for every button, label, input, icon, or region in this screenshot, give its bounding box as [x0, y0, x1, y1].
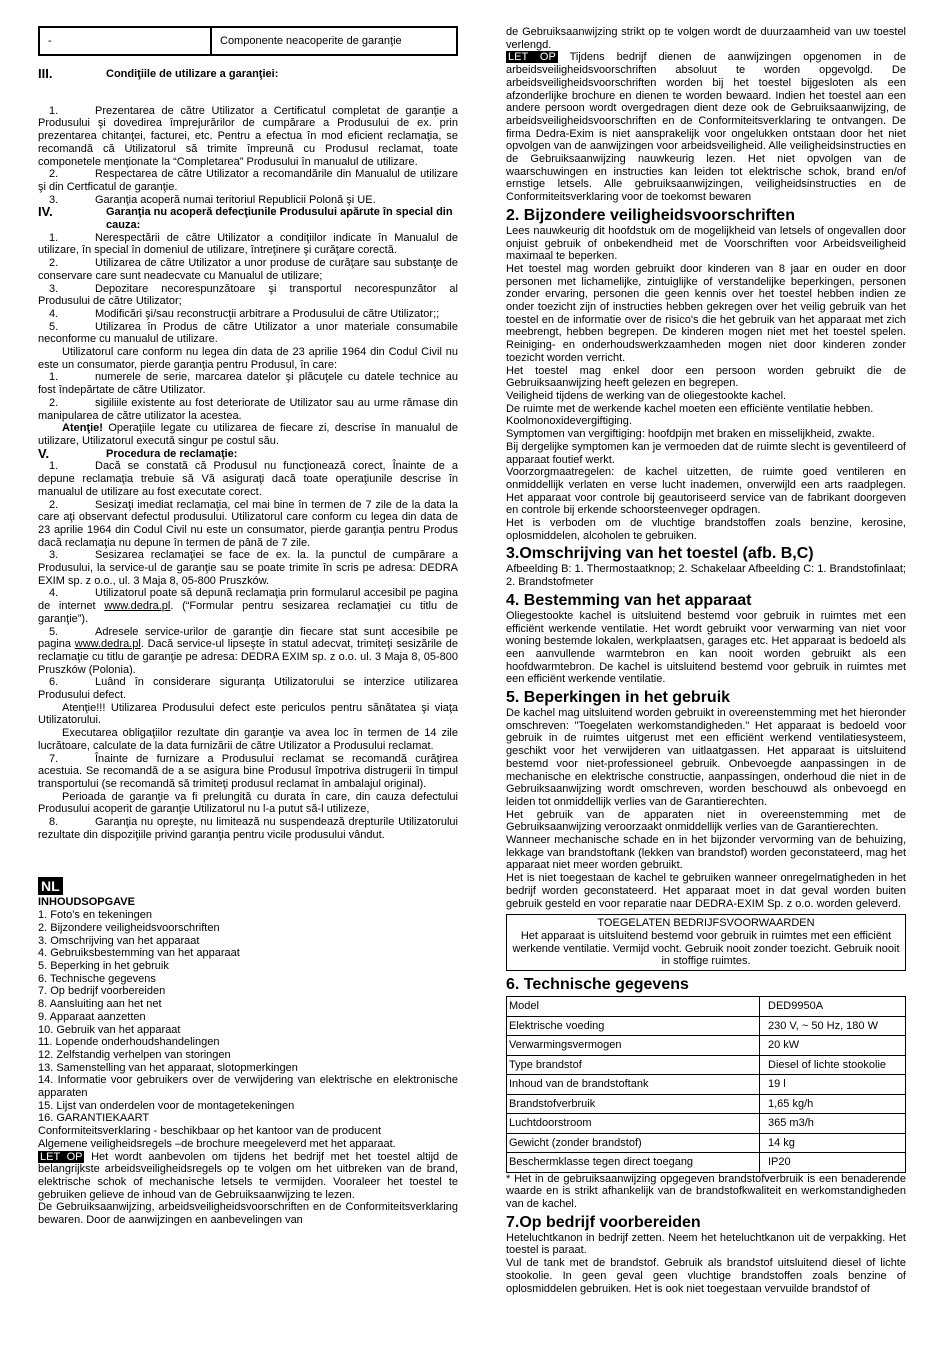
list-item — [38, 105, 458, 169]
warning-label: Atenţie! — [62, 422, 103, 435]
toc-item: 6. Technische gegevens — [38, 972, 156, 985]
item-text: Dacă se constată că Produsul nu funcţionează corect, Înainte de a depune reclamaţia trebuie să Vă asiguraţi dacă toate operaţiunile descrise în manualul de utilizare au fost executate corect. — [38, 460, 458, 498]
list-item — [38, 499, 458, 550]
table-cell: Luchtdoorstroom — [507, 1114, 760, 1134]
dedra-link[interactable]: www.dedra.pl — [104, 600, 171, 613]
list-item — [38, 168, 458, 193]
item-number: 2. — [49, 168, 59, 181]
section-heading: 4. Bestemming van het apparaat — [506, 591, 752, 609]
item-text: Respectarea de către Utilizator a recomandările din Manualul de utilizare şi din Certficatul de garanţie. — [38, 168, 458, 193]
paragraph: Het is verboden om de vluchtige brandstoffen zoals benzine, kerosine, oplosmiddelen, alcoholen te gebruiken. — [506, 517, 906, 542]
table-cell: Brandstofverbruik — [507, 1094, 760, 1114]
item-number: 5. — [49, 320, 59, 333]
paragraph: Het toestel mag enkel door een persoon worden gebruikt die de Gebruiksaanwijzing heeft gelezen en begrepen. — [506, 364, 906, 390]
item-text: Utilizarea de către Utilizator a unor produse de curăţare sau substanţe de conservare care sunt neadecvate cu Manualul de utilizare; — [38, 257, 458, 282]
paragraph: de Gebruiksaanwijzing strikt op te volgen wordt de duurzaamheid van uw toestel verlengd. — [506, 26, 906, 51]
list-item — [38, 816, 458, 841]
table-row — [507, 1153, 906, 1173]
item-text: . (“Formular pentru sesizarea reclamaţiei cu titlu de garanţie”). — [38, 600, 458, 625]
toc-item: 11. Lopende onderhoudshandelingen — [38, 1036, 220, 1049]
item-text: Utilizatorul poate să depună reclamaţia prin formularul accesibil pe pagina de internet — [38, 587, 458, 613]
paragraph — [38, 422, 458, 447]
section-number: IV. — [38, 204, 53, 220]
section-heading — [38, 445, 458, 461]
toc-item: 5. Beperking in het gebruik — [38, 960, 169, 972]
paragraph: Het toestel mag worden gebruikt door kinderen van 8 jaar en ouder en door personen met lichamelijke, zintuiglijke of verstandelijke beperkingen, personen zonder ervaring, personen die geen kennis over het toestel hebben indien ze onder toezicht zijn of instructies hebben gekregen over het veilig gebruik van het toestel en de informatie over de risico's die het gebruik van het apparaat met zich meebrengt, hebben begrepen. De kinderen mogen niet met het toestel spelen. Reiniging- en onderhoudswerkzaamheden mogen niet door kinderen zonder toezicht worden verricht. — [506, 262, 906, 364]
toc-item: 12. Zelfstandig verhelpen van storingen — [38, 1048, 231, 1061]
table-cell: Componente neacoperite de garanţie — [211, 27, 457, 55]
table-cell: 20 kW — [760, 1036, 906, 1056]
item-text: Depozitare necorespunzătoare şi transportul necorespunzător al Produsului de către Utilizator; — [38, 282, 458, 308]
section-heading: 5. Beperkingen in het gebruik — [506, 689, 731, 707]
paragraph: Executarea obligaţiilor rezultate din garanţie va avea loc în termen de 14 zile lucrătoare, calculate de la data furnizării de către Utilizator a Produsului reclamat. — [38, 727, 458, 752]
section-title: Procedura de reclamaţie: — [106, 447, 238, 460]
section-heading: 2. Bijzondere veiligheidsvoorschriften — [506, 206, 795, 224]
item-text: Sesizarea reclamaţiei se face de ex. la. la punctul de cumpărare a Produsului, la service-ul de garanţie sau se poate trimite în scris pe adresa: DEDRA EXIM sp. z o.o., ul. 3 Maja 8, 05-800 Pruszków. — [38, 549, 458, 587]
table-cell: Model — [507, 997, 760, 1017]
section-title: Garanţia nu acoperă defecţiunile Produsului apărute în special din cauza: — [106, 206, 453, 232]
dedra-link[interactable]: www.dedra.pl — [74, 638, 141, 651]
table-row — [507, 997, 906, 1017]
table-cell: 14 kg — [760, 1133, 906, 1153]
paragraph: Vul de tank met de brandstof. Gebruik als brandstof uitsluitend diesel of lichte stookolie. In geen geval geen vluchtige brandstoffen zoals benzine of oplosmiddelen gebruiken. Het is ook niet toegestaan vervuilde brandstof of — [506, 1257, 906, 1295]
item-text: Adresele service-urilor de garanţie din fiecare stat sunt accesibile pe pagina — [38, 625, 458, 651]
list-item — [38, 626, 458, 677]
list-item — [38, 676, 458, 701]
table-row — [507, 1114, 906, 1134]
section-number: III. — [38, 66, 53, 81]
toc-item: 14. Informatie voor gebruikers over de verwijdering van elektrische en elektronische apparaten — [38, 1074, 458, 1100]
list-item — [38, 257, 458, 282]
paragraph: Perioada de garanţie va fi prelungită cu durata în care, din cauza defectului Produsului acoperit de garanţie Utilizatorul nu l-a putut să-l utilizeze, — [38, 790, 458, 816]
warning-text: Het wordt aanbevolen om tijdens het bedrijf met het toestel altijd de belangrijkste arbeidsveiligheidsregels op te volgen om het uitbreken van de brand, elektrische schok of mechanische letsels te vermijden. Vooraleer het toestel te gebruiken gelieve de inhoud van de Gebruiksaanwijzing te lezen. — [38, 1150, 458, 1201]
item-text: sigiliile existente au fost deteriorate de Utilizator sau au urme rămase din manipularea de către utilizator la acestea. — [38, 396, 458, 422]
item-number: 4. — [49, 307, 59, 320]
paragraph: Utilizatorul care conform nu legea din data de 23 aprilie 1964 din Codul Civil nu este un consumator, pierde garanţia pentru Produsul, în care: — [38, 346, 458, 371]
table-of-contents — [38, 896, 458, 1125]
item-number: 1. — [49, 371, 59, 384]
table-cell: 19 l — [760, 1075, 906, 1095]
paragraph: Wanneer mechanische schade en in het bijzonder vervorming van de behuizing, lekkage van brandstoftank (lekken van brandstof) worden geconstateerd, mag het apparaat niet meer worden gebruikt. — [506, 834, 906, 872]
table-row — [507, 1133, 906, 1153]
box-text: Het apparaat is uitsluitend bestemd voor gebruik in ruimtes met een efficiënt werkende ventilatie. Vermijd vocht. Gebruik nooit zonder toezicht. Gebruik nooit in stoffige ruimtes. — [512, 930, 900, 968]
table-cell: 230 V, ~ 50 Hz, 180 W — [760, 1016, 906, 1036]
toc-item: 13. Samenstelling van het apparaat, slotopmerkingen — [38, 1061, 298, 1074]
paragraph: De kachel mag uitsluitend worden gebruikt in overeenstemming met het hieronder omschreven: "Toegelaten werkomstandigheden." Het apparaat is bedoeld voor gebruik in de ruimtes uitgerust met een efficiënt werkend ventilatiesysteem, geschikt voor het verwijderen van uitlaatgassen. Het apparaat is uitsluitend bestemd voor niet-professioneel gebruik. Onbevoegde aanpassingen in de mechanische en elektrische constructie, aanpassingen, onderhoud die niet in de Gebruiksaanwijzing wordt omschreven, worden beschouwd als onbevoegd en leiden tot onmiddellijk verlies van de Garantierechten. — [506, 707, 906, 808]
paragraph: Bij dergelijke symptomen kan je vermoeden dat de ruimte slecht is geventileerd of apparaat foutief werkt. — [506, 440, 906, 466]
table-row — [507, 1055, 906, 1075]
toc-item: 7. Op bedrijf voorbereiden — [38, 985, 166, 998]
toc-item: 15. Lijst van onderdelen voor de montagetekeningen — [38, 1099, 295, 1112]
paragraph: De ruimte met de werkende kachel moeten een efficiënte ventilatie hebben. — [506, 402, 874, 415]
toc-item: 4. Gebruiksbestemming van het apparaat — [38, 947, 240, 960]
section-heading: 6. Technische gegevens — [506, 976, 689, 994]
table-row — [507, 1036, 906, 1056]
table-cell: - — [39, 27, 211, 55]
paragraph — [506, 51, 906, 203]
item-number: 8. — [49, 816, 59, 829]
toc-item: 8. Aansluiting aan het net — [38, 998, 162, 1011]
left-column — [38, 0, 458, 1227]
toc-title: INHOUDSOPGAVE — [38, 896, 135, 909]
paragraph: Veiligheid tijdens de werking van de oliegestookte kachel. — [506, 389, 787, 402]
list-item — [38, 397, 458, 422]
section-heading — [38, 68, 458, 81]
technical-data-table — [506, 996, 906, 1173]
item-text: Modificări şi/sau reconstrucţii arbitrare a Produsului de către Utilizator;; — [95, 307, 440, 320]
paragraph: Heteluchtkanon in bedrijf zetten. Neem het heteluchtkanon uit de verpakking. Het toestel is paraat. — [506, 1231, 906, 1257]
toc-item: 10. Gebruik van het apparaat — [38, 1023, 181, 1036]
section-heading: 3.Omschrijving van het toestel (afb. B,C) — [506, 545, 814, 563]
item-number: 1. — [49, 231, 59, 244]
table-cell: 365 m3/h — [760, 1114, 906, 1134]
item-number: 2. — [49, 396, 59, 409]
paragraph: Koolmonoxidevergiftiging. — [506, 415, 632, 428]
section-number: V. — [38, 445, 50, 461]
item-text: Utilizarea în Produs de către Utilizator a unor materiale consumabile neconforme cu manualul de utilizare. — [38, 320, 458, 346]
item-number: 2. — [49, 257, 59, 270]
table-cell: Beschermklasse tegen direct toegang — [507, 1153, 760, 1173]
paragraph: Het gebruik van de apparaten niet in overeenstemming met de Gebruiksaanwijzing veroorzaakt onmiddellijk verlies van de Garantierechten. — [506, 808, 906, 834]
language-badge: NL — [38, 877, 63, 895]
item-number: 4. — [49, 587, 59, 600]
toc-item: 16. GARANTIEKAART — [38, 1112, 150, 1125]
warning-label: LET OP — [40, 1150, 83, 1163]
list-item — [38, 587, 458, 625]
item-number: 5. — [49, 625, 59, 638]
paragraph: Conformiteitsverklaring - beschikbaar op het kantoor van de producent — [38, 1125, 382, 1138]
paragraph: Algemene veiligheidsregels –de brochure meegeleverd met het apparaat. — [38, 1137, 396, 1150]
warning-text: Operaţiile legate cu utilizarea de fiecare zi, descrise în manualul de utilizare, Utilizatorul execută singur pe costul său. — [38, 422, 458, 447]
paragraph: Voorzorgmaatregelen: de kachel uitzetten, de ruimte goed ventileren en onmiddellijk verlaten en verse lucht inademen, onverwijld een arts raadplegen. Het apparaat voor controle bij geautoriseerd service van de fabrikant doorgeven en controle bij erkende schoorsteenveger opdragen. — [506, 466, 906, 517]
toc-item: 9. Apparaat aanzetten — [38, 1010, 146, 1023]
list-item — [38, 753, 458, 791]
table-cell: Diesel of lichte stookolie — [760, 1055, 906, 1075]
item-number: 2. — [49, 498, 59, 511]
section-heading: 7.Op bedrijf voorbereiden — [506, 1213, 701, 1231]
list-item — [38, 460, 458, 498]
list-item — [38, 371, 458, 396]
item-number: 1. — [49, 104, 59, 117]
list-item — [38, 194, 458, 207]
toc-item: 1. Foto's en tekeningen — [38, 909, 153, 922]
toc-item: 2. Bijzondere veiligheidsvoorschriften — [38, 921, 220, 934]
table-row — [507, 1016, 906, 1036]
item-number: 1. — [49, 460, 59, 473]
warranty-exclusions-table — [38, 26, 458, 56]
paragraph — [38, 1151, 458, 1202]
operating-conditions-box — [506, 914, 906, 971]
table-cell: 1,65 kg/h — [760, 1094, 906, 1114]
paragraph: De Gebruiksaanwijzing, arbeidsveiligheidsvoorschriften en de Conformiteitsverklaring bewaren. Door de aanwijzingen en aanbevelingen van — [38, 1201, 458, 1227]
paragraph: Symptomen van vergiftiging: hoofdpijn met braken en misselijkheid, zwakte. — [506, 428, 875, 441]
item-text: Sesizaţi imediat reclamaţia, cel mai bine în termen de 7 zile de la data la care aţi observant defectul produsului. Utilizatorul care conform cu legea din data de 23 aprilie 1964 din Codul Civil nu este un consumator, pierde garanţia pentru Produs dacă reclamaţia nu depune în termen de până de 7 zile. — [38, 498, 458, 549]
table-cell: Gewicht (zonder brandstof) — [507, 1133, 760, 1153]
item-text: Garanţia acoperă numai teritoriul Republicii Polonă şi UE. — [95, 193, 376, 206]
item-text: Înainte de furnizare a Produsului reclamat se recomandă curăţirea acestuia. Se recomandă de a se asigura bine Produsul împotriva distrugerii în timpul transportului (se recomandă să trimiteţi produsul reclamat în ambalajul original). — [38, 752, 458, 790]
table-row — [507, 1094, 906, 1114]
paragraph: Afbeelding B: 1. Thermostaatknop; 2. Schakelaar Afbeelding C: 1. Brandstofinlaat; 2. Brandstofmeter — [506, 563, 906, 589]
list-item — [38, 232, 458, 257]
table-cell: Verwarmingsvermogen — [507, 1036, 760, 1056]
item-number: 7. — [49, 752, 59, 765]
list-item — [38, 549, 458, 587]
table-cell: Inhoud van de brandstoftank — [507, 1075, 760, 1095]
warning-text: Tijdens bedrijf dienen de aanwijzingen opgenomen in de arbeidsveiligheidsvoorschriften absoluut te worden opgevolgd. De arbeidsveiligheidsvoorschriften worden bij het toestel bijgesloten als een afzonderlijke brochure en dienen te worden bewaard. Indien het toestel aan een andere persoon wordt overgedragen dient deze ook de Gebruiksaanwijzing, de arbeidsveiligheidsvoorschriften en de Conformiteitsverklaring te ontvangen. De firma Dedra-Exim is niet aansprakelijk voor ongelukken ontstaan door het niet opvolgen van de aanwijzingen voor arbeidsveiligheid. Alle veiligheidsinstructies en de Gebruiksaanwijzing nauwkeurig lezen. Het niet opvolgen van de waarschuwingen en instructies kan leiden tot elektrische schok, brand en/of ernstige letsels. Alle gebruiksaanwijzingen, veiligheidsinstructies en de Conformiteitsverklaring voor de toekomst bewaren — [506, 51, 906, 204]
item-number: 3. — [49, 193, 59, 206]
list-item — [38, 308, 458, 321]
right-column — [506, 0, 906, 1295]
box-title: TOEGELATEN BEDRIJFSVOORWAARDEN — [597, 917, 815, 930]
warning-label: LET OP — [508, 51, 556, 64]
item-text: Garanţia nu opreşte, nu limitează nu suspendează drepturile Utilizatorului rezultate din dispoziţiile privind garanţia pentru vicile produsului vândut. — [38, 816, 458, 841]
item-number: 3. — [49, 549, 59, 562]
paragraph: Atenţie!!! Utilizarea Produsului defect este periculos pentru sănătatea şi viaţa Utilizatorului. — [38, 701, 458, 727]
list-item — [38, 283, 458, 308]
paragraph: Lees nauwkeurig dit hoofdstuk om de mogelijkheid van letsels of ongevallen door onjuist gebruik of onbekendheid met de Voorschriften voor Arbeidsveiligheid maximaal te beperken. — [506, 224, 906, 263]
footnote: * Het in de gebruiksaanwijzing opgegeven brandstofverbruik is een benaderende waarde en is strikt afhankelijk van de brandstofkwaliteit en werkomstandigheden van de kachel. — [506, 1172, 906, 1211]
item-text: Prezentarea de către Utilizator a Certificatul completat de garanţie a Produsului şi dovedirea împrejurărilor de cumpărare a Produsului de ex. prin prezentarea chitanţei, facturei, etc. Pentru a efectua în mod eficient reclamaţia, se recomandă că Utilizatorul să trimite împreună cu Produsul reclamat, toate componetele menţionate la “Completarea” Produsului în manualul de utilizare. — [38, 104, 458, 168]
item-number: 6. — [49, 676, 59, 689]
table-cell: Elektrische voeding — [507, 1016, 760, 1036]
table-cell: Type brandstof — [507, 1055, 760, 1075]
item-text: . Dacă service-ul lipseşte în statul adecvat, trimiteţi sesizările de reclamaţie cu titlu de garanţie pe adresa: DEDRA EXIM sp. z o.o. ul. 3 Maja 8, 05-800 Pruszków (Polonia). — [38, 638, 458, 676]
table-row — [507, 1075, 906, 1095]
section-title: Condiţiile de utilizare a garanţiei: — [106, 68, 279, 80]
paragraph: Oliegestookte kachel is uitsluitend bestemd voor gebruik in ruimtes met een efficiënt werkende ventilatie. Het wordt gebruikt voor verwarming van niet voor woning bestemde lokalen, werkplaatsen, garages etc. Het apparaat is bedoeld als een aanvullende warmtebron en kan nooit worden gebruikt als een hoofdwarmtebron. De kachel is uitsluitend bestemd voor gebruik in ruimtes met een efficiënt werkende ventilatie. — [506, 609, 906, 686]
item-number: 3. — [49, 282, 59, 295]
item-text: Luând în considerare siguranţa Utilizatorului se interzice utilizarea Produsului defect. — [38, 676, 458, 702]
table-cell: DED9950A — [760, 997, 906, 1017]
item-text: numerele de serie, marcarea datelor şi plăcuţele cu datele technice au fost îndepărtate de către Utilizator. — [38, 371, 458, 397]
toc-item: 3. Omschrijving van het apparaat — [38, 934, 200, 947]
list-item — [38, 321, 458, 346]
table-cell: IP20 — [760, 1153, 906, 1173]
paragraph: Het is niet toegestaan de kachel te gebruiken wanneer onregelmatigheden in het bedrijf worden geconstateerd. Het apparaat moet in dat geval worden buiten gebruik gesteld en voor reparatie naar DEDRA-EXIM Sp. z o.o. worden geleverd. — [506, 872, 906, 910]
section-heading — [38, 206, 458, 231]
item-text: Nerespectării de către Utilizator a condiţiilor indicate în Manualul de utilizare, în special în domeniul de utilizare, întreţinere şi curăţare corectă. — [38, 231, 458, 257]
